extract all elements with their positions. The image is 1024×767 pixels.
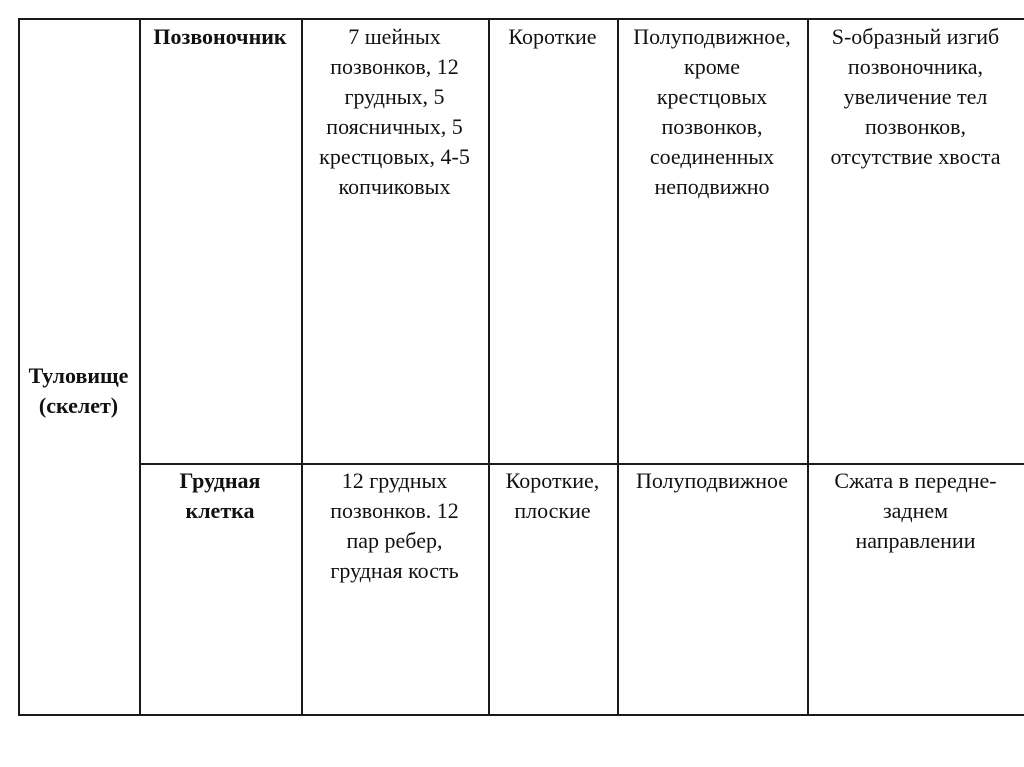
- table-bottom-border: [18, 714, 1024, 716]
- table-cell-features: Сжата в передне- заднем направлении: [834, 468, 997, 553]
- group-label-cell: Туловище (скелет): [28, 363, 129, 418]
- table-cell-composition: 7 шейных позвонков, 12 грудных, 5 поясничных, 5 крестцовых, 4-5 копчиковых: [319, 24, 470, 199]
- table-cell-connection: Полуподвижное: [635, 468, 789, 493]
- column-divider: [139, 18, 141, 715]
- table-cell-connection: Полуподвижное, кроме крестцовых позвонков, соединенных неподвижно: [633, 24, 791, 199]
- table-cell-bones: Короткие: [508, 24, 597, 49]
- table-top-border: [18, 18, 1024, 20]
- row-divider: [139, 463, 1024, 465]
- table-cell-bones: Короткие, плоские: [505, 468, 600, 523]
- table-cell-part: Позвоночник: [153, 24, 287, 49]
- table-cell-part: Грудная клетка: [179, 468, 261, 523]
- column-divider: [488, 18, 490, 715]
- table-cell-composition: 12 грудных позвонков. 12 пар ребер, грудная кость: [330, 468, 459, 583]
- table-cell-features: S-образный изгиб позвоночника, увеличение тел позвонков, отсутствие хвоста: [830, 24, 1001, 169]
